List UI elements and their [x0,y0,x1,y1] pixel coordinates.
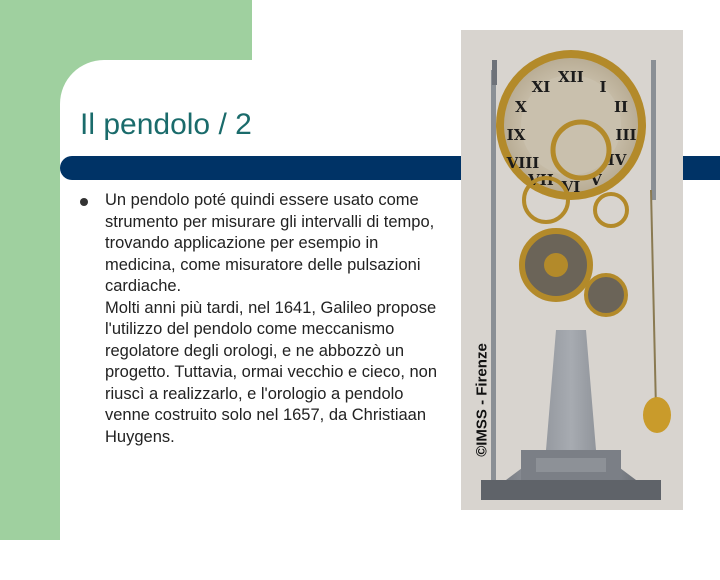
photo-watermark [468,300,496,500]
svg-text:XI: XI [531,78,551,96]
slide-title: Il pendolo / 2 [80,108,252,141]
svg-text:III: III [615,126,637,144]
svg-text:IX: IX [506,126,526,144]
bullet-text [105,190,445,448]
svg-text:X: X [515,98,527,116]
bullet-icon [80,198,88,206]
svg-text:V: V [590,171,602,189]
svg-text:VIII: VIII [506,154,540,172]
paragraph-2: Molti anni più tardi, nel 1641, Galileo propose l'utilizzo del pendolo come meccanismo regolatore degli orologi, e ne abbozzò un progetto. Tuttavia, ormai vecchio e cieco, non riuscì a realizzarlo, e l'orologio a pendolo venne costruito solo nel 1657, da Christiaan Huygens. [105,298,438,446]
svg-text:VII: VII [528,171,554,189]
svg-text:I: I [599,78,607,96]
paragraph-1: Un pendolo poté quindi essere usato come strumento per misurare gli intervalli di tempo, trovando applicazione per esempio in medicina, come misuratore delle pulsazioni cardiache. [105,191,435,295]
svg-text:IV: IV [607,151,627,169]
svg-text:VI: VI [561,178,581,196]
svg-text:XII: XII [558,68,584,86]
watermark-text: ©IMSS - Firenze [473,343,491,457]
svg-text:II: II [613,98,629,116]
